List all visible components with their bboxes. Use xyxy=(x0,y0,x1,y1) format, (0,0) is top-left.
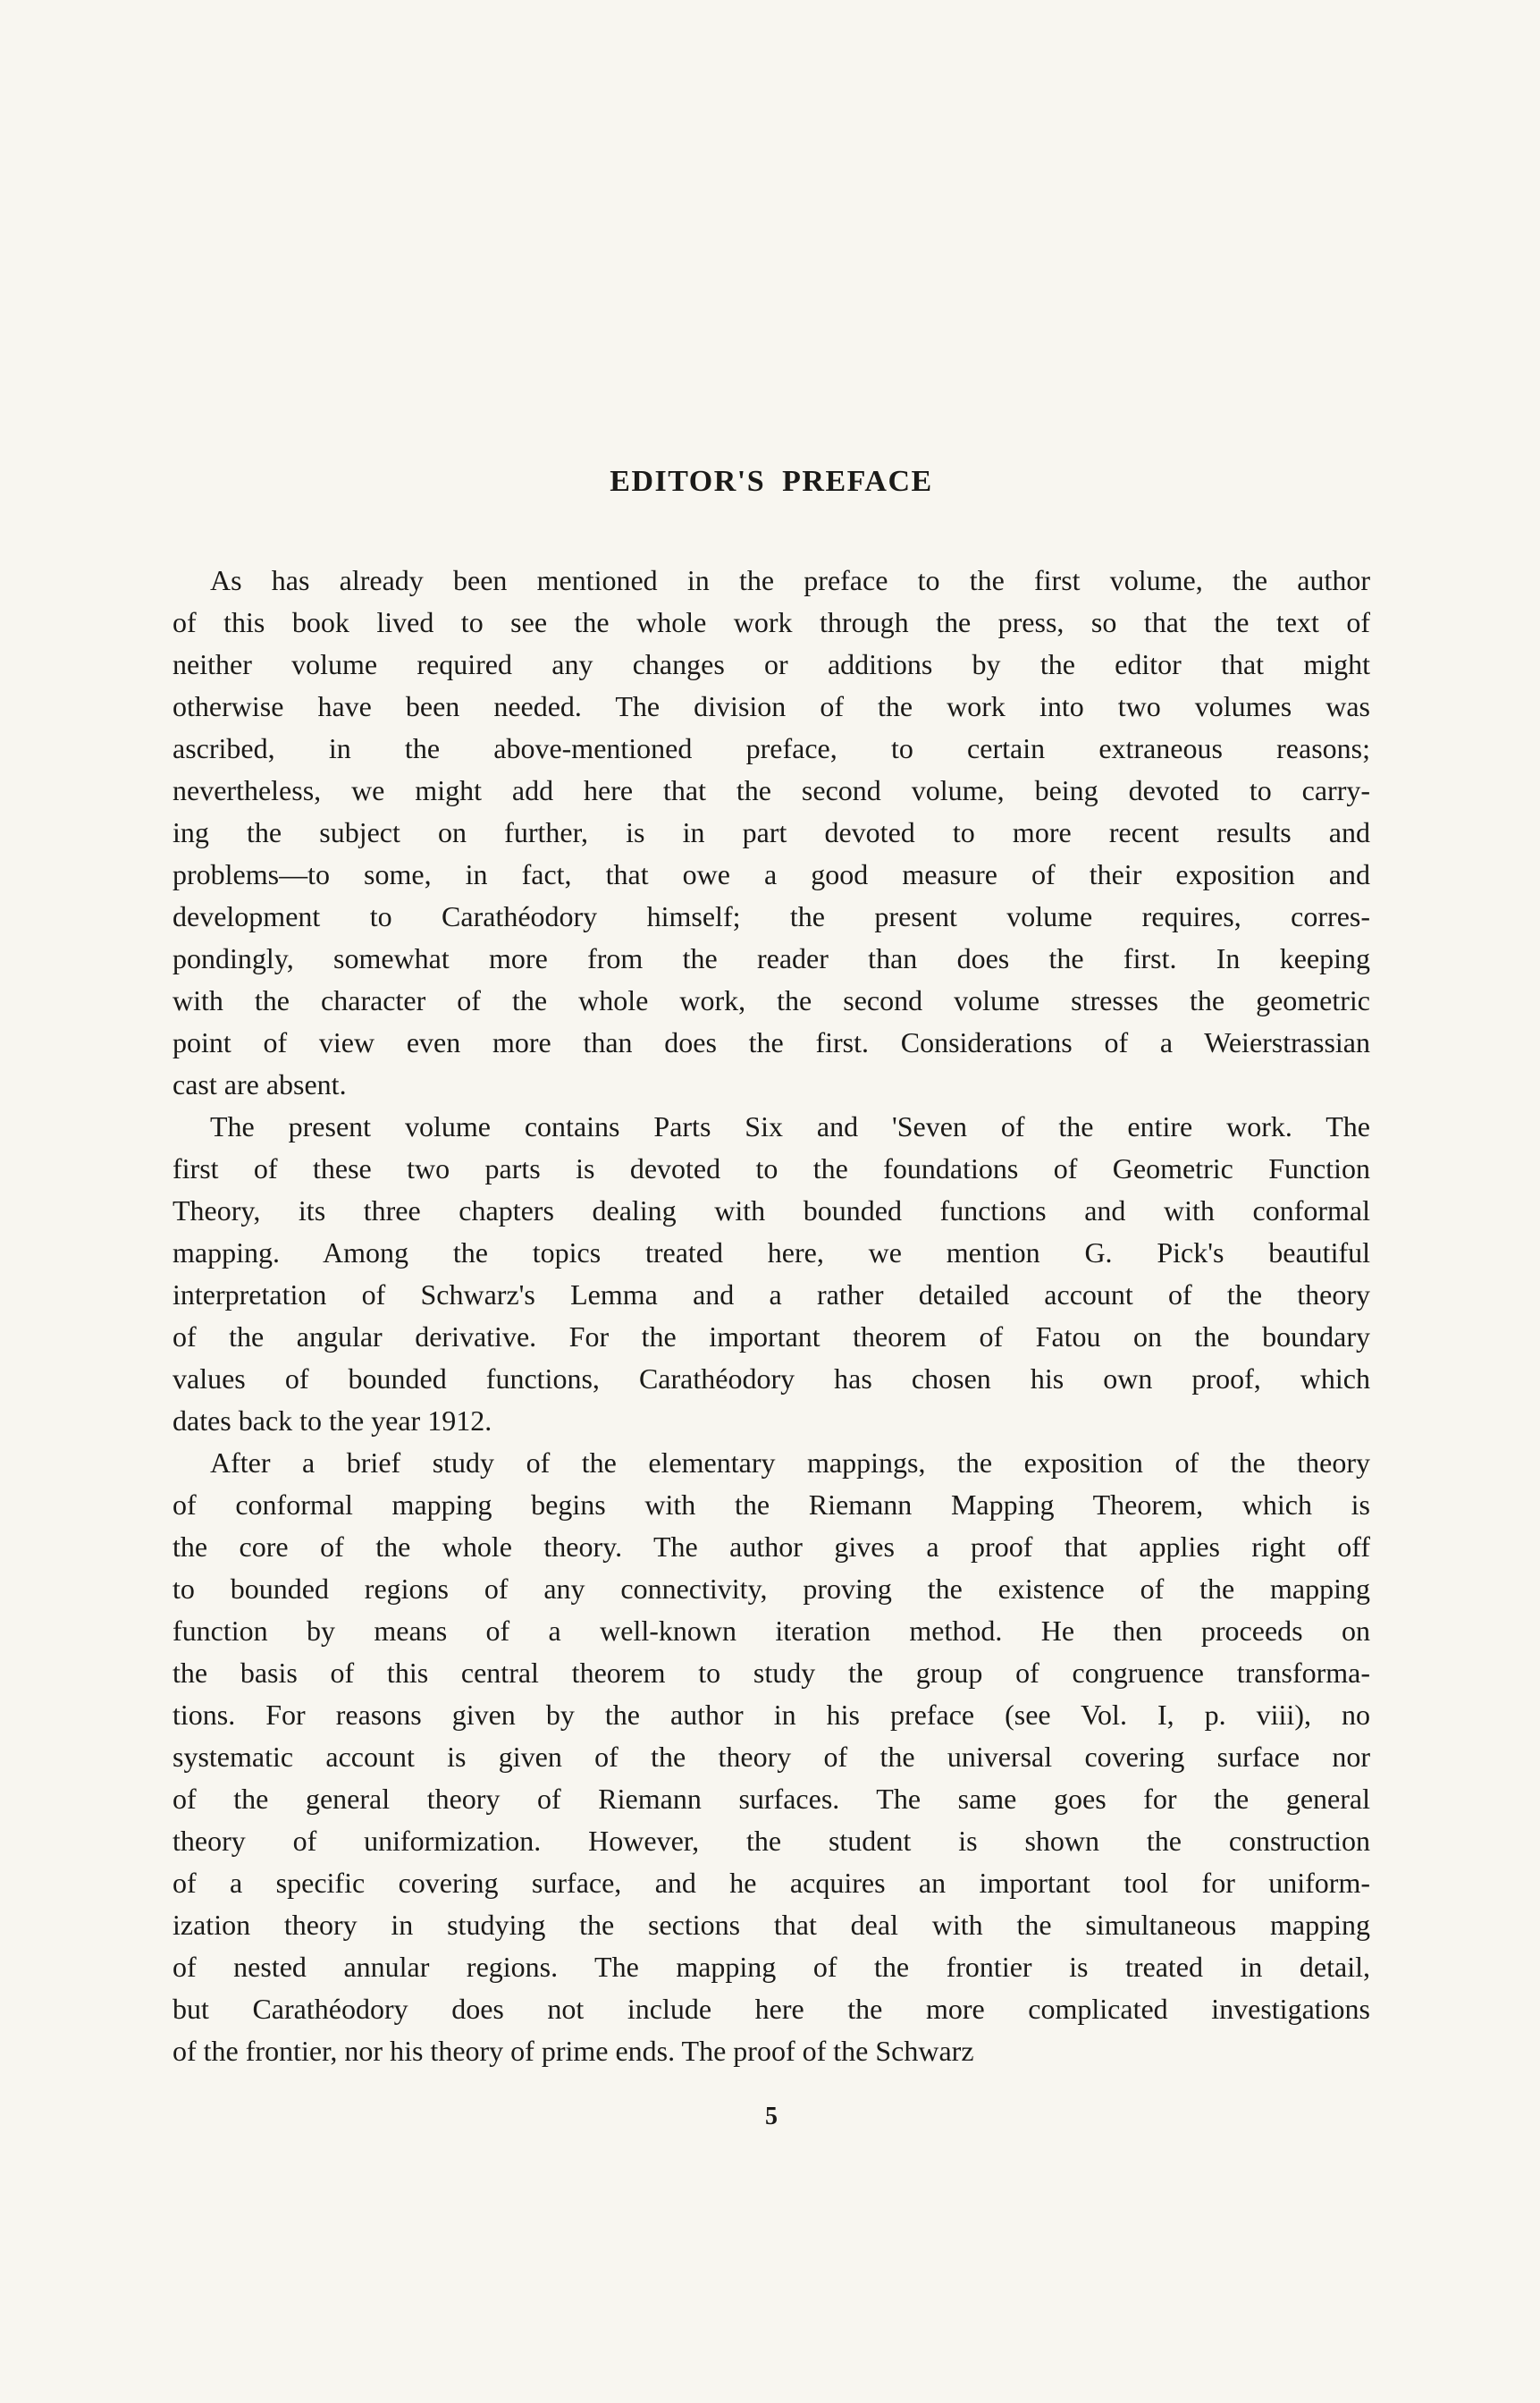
text-line: tions. For reasons given by the author in his preface (see Vol. I, p. viii), no xyxy=(173,1699,1370,1731)
text-line: systematic account is given of the theory of the universal covering surface nor xyxy=(173,1741,1370,1773)
paragraph xyxy=(173,560,1370,1106)
text-line: Theory, its three chapters dealing with bounded functions and with conformal xyxy=(173,1194,1370,1227)
page-number: 5 xyxy=(765,2103,778,2130)
paragraph xyxy=(173,1106,1370,1442)
paragraph xyxy=(173,1442,1370,2072)
text-line: with the character of the whole work, the second volume stresses the geometric xyxy=(173,984,1370,1016)
text-line: ization theory in studying the sections that deal with the simultaneous mapping xyxy=(173,1909,1370,1941)
text-line: the core of the whole theory. The author gives a proof that applies right off xyxy=(173,1530,1370,1563)
text-line: mapping. Among the topics treated here, we mention G. Pick's beautiful xyxy=(173,1236,1370,1269)
text-line: problems—to some, in fact, that owe a good measure of their exposition and xyxy=(173,858,1370,890)
text-line: nevertheless, we might add here that the second volume, being devoted to carry- xyxy=(173,774,1370,806)
text-line: of a specific covering surface, and he acquires an important tool for uniform- xyxy=(173,1867,1370,1899)
text-line: development to Carathéodory himself; the present volume requires, corres- xyxy=(173,900,1370,932)
text-line: but Carathéodory does not include here the more complicated investigations xyxy=(173,1993,1370,2025)
text-line: the basis of this central theorem to study the group of congruence transforma- xyxy=(173,1657,1370,1689)
text-line: As has already been mentioned in the preface to the first volume, the author xyxy=(210,564,1370,596)
text-line: of conformal mapping begins with the Riemann Mapping Theorem, which is xyxy=(173,1488,1370,1521)
text-line: of the general theory of Riemann surfaces. The same goes for the general xyxy=(173,1783,1370,1815)
text-line: theory of uniformization. However, the student is shown the construction xyxy=(173,1825,1370,1857)
text-line: interpretation of Schwarz's Lemma and a rather detailed account of the theory xyxy=(173,1278,1370,1311)
text-line: otherwise have been needed. The division of the work into two volumes was xyxy=(173,690,1370,722)
text-line: After a brief study of the elementary mappings, the exposition of the theory xyxy=(210,1446,1370,1479)
text-line: of the frontier, nor his theory of prime ends. The proof of the Schwarz xyxy=(173,2035,974,2067)
text-line: pondingly, somewhat more from the reader than does the first. In keeping xyxy=(173,942,1370,974)
text-line: of the angular derivative. For the important theorem of Fatou on the boundary xyxy=(173,1320,1370,1353)
text-line: values of bounded functions, Carathéodory has chosen his own proof, which xyxy=(173,1362,1370,1395)
text-line: of nested annular regions. The mapping of the frontier is treated in detail, xyxy=(173,1951,1370,1983)
page-title: EDITOR'S PREFACE xyxy=(610,465,933,498)
text-line: ascribed, in the above-mentioned preface, to certain extraneous reasons; xyxy=(173,732,1370,764)
text-line: dates back to the year 1912. xyxy=(173,1404,492,1437)
text-line: to bounded regions of any connectivity, proving the existence of the mapping xyxy=(173,1572,1370,1605)
text-line: function by means of a well-known iteration method. He then proceeds on xyxy=(173,1615,1370,1647)
text-line: The present volume contains Parts Six and 'Seven of the entire work. The xyxy=(210,1110,1370,1142)
text-line: cast are absent. xyxy=(173,1068,347,1100)
text-line: neither volume required any changes or additions by the editor that might xyxy=(173,648,1370,680)
text-line: point of view even more than does the first. Considerations of a Weierstrassian xyxy=(173,1026,1370,1058)
text-line: of this book lived to see the whole work through the press, so that the text of xyxy=(173,606,1370,638)
page-body xyxy=(173,560,1370,2072)
text-line: first of these two parts is devoted to the foundations of Geometric Function xyxy=(173,1152,1370,1185)
text-line: ing the subject on further, is in part devoted to more recent results and xyxy=(173,816,1370,848)
